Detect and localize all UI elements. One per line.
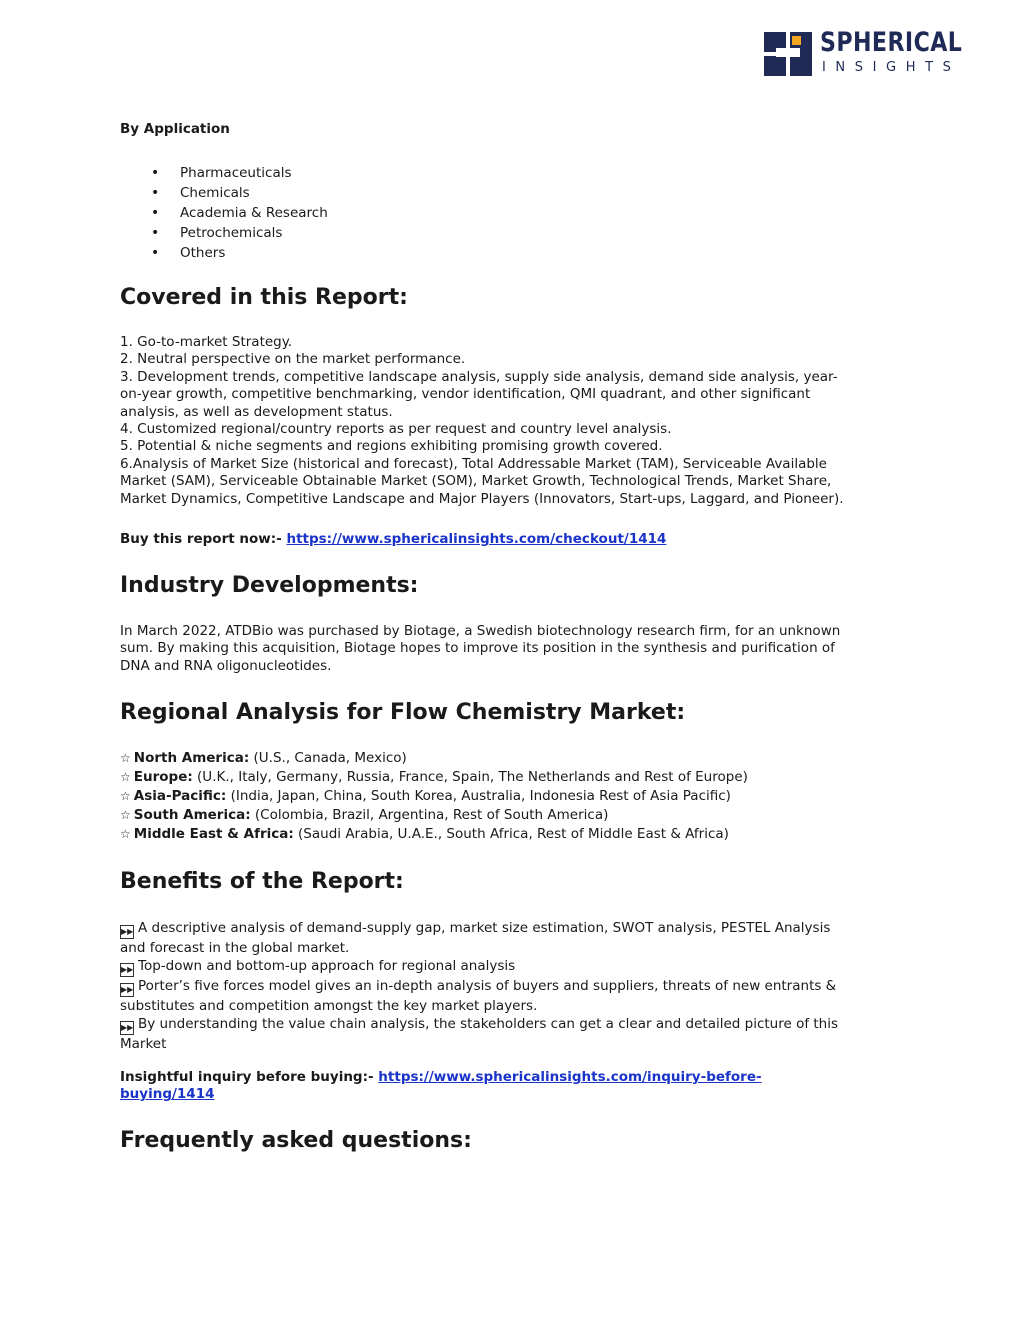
covered-text [120,334,910,508]
covered-line: 5. Potential & niche segments and regions exhibiting promising growth covered. [120,438,663,455]
bullet-icon: • [151,245,160,261]
covered-line: Market (SAM), Serviceable Obtainable Market (SOM), Market Growth, Technological Trends, Market Share, [120,473,832,490]
benefit-line: ▶▶ Porter’s five forces model gives an in-depth analysis of buyers and suppliers, threats of new entrants & [120,977,910,997]
list-item [120,749,910,768]
benefit-line: ▶▶ Top-down and bottom-up approach for regional analysis [120,957,910,977]
fast-forward-icon: ▶▶ [120,1021,134,1035]
fast-forward-icon: ▶▶ [120,963,134,977]
regional-list [120,749,910,844]
faq-heading: Frequently asked questions: [120,1128,472,1153]
list-item: • Academia & Research [151,205,328,221]
buy-report-line [120,531,910,548]
regional-analysis-heading: Regional Analysis for Flow Chemistry Market: [120,700,686,725]
star-icon: ☆ [120,751,131,765]
bullet-icon: • [151,165,160,181]
inquiry-line [120,1069,910,1104]
industry-developments-heading: Industry Developments: [120,573,419,598]
list-item: • Pharmaceuticals [151,165,292,181]
industry-line: sum. By making this acquisition, Biotage hopes to improve its position in the synthesis and purification of [120,640,835,657]
star-icon: ☆ [120,827,131,841]
covered-line: 3. Development trends, competitive landscape analysis, supply side analysis, demand side analysis, year- [120,368,838,385]
industry-developments-text [120,623,910,675]
bullet-icon: • [151,225,160,241]
covered-line: 1. Go-to-market Strategy. [120,334,293,350]
bullet-icon: • [151,205,160,221]
benefit-line: substitutes and competition amongst the key market players. [120,998,538,1015]
benefit-line: and forecast in the global market. [120,940,350,956]
bullet-icon: • [151,185,160,201]
covered-line: 4. Customized regional/country reports as per request and country level analysis. [120,421,672,438]
spherical-insights-logo-mark-icon [764,32,812,76]
region-countries: (Colombia, Brazil, Argentina, Rest of South America) [250,807,609,823]
industry-line: DNA and RNA oligonucleotides. [120,657,332,674]
region-name: South America: [133,807,251,823]
inquiry-label: Insightful inquiry before buying:- [120,1069,379,1085]
covered-heading: Covered in this Report: [120,285,408,310]
region-name: Europe: [133,769,193,785]
benefit-line: ▶▶ By understanding the value chain analysis, the stakeholders can get a clear and detailed picture of this [120,1015,910,1035]
region-countries: (U.S., Canada, Mexico) [249,750,407,766]
region-name: Middle East & Africa: [133,826,294,842]
list-item: • Petrochemicals [151,225,283,241]
list-item [120,787,910,806]
application-list [120,163,328,263]
star-icon: ☆ [120,789,131,803]
region-name: Asia-Pacific: [133,788,227,804]
benefit-line: Market [120,1036,167,1053]
industry-line: In March 2022, ATDBio was purchased by Biotage, a Swedish biotechnology research firm, for an unknown [120,623,841,639]
fast-forward-icon: ▶▶ [120,983,134,997]
covered-line: analysis, as well as development status. [120,403,393,420]
covered-line: Market Dynamics, Competitive Landscape and Major Players (Innovators, Start-ups, Laggard, and Pioneer). [120,490,844,507]
region-countries: (U.K., Italy, Germany, Russia, France, Spain, The Netherlands and Rest of Europe) [192,769,748,785]
checkout-link[interactable]: https://www.sphericalinsights.com/checkout/1414 [286,531,667,547]
buy-report-label: Buy this report now:- [120,531,287,547]
list-item [120,825,910,844]
inquiry-link[interactable]: https://www.sphericalinsights.com/inquiry-before- [378,1069,762,1085]
benefits-text [120,919,910,1054]
logo-wordmark-top: SPHERICAL [820,27,963,58]
company-logo [764,27,979,80]
list-item [120,806,910,825]
star-icon: ☆ [120,808,131,822]
logo-wordmark-bottom: INSIGHTS [822,60,961,75]
covered-line: on-year growth, competitive benchmarking, vendor identification, QMI quadrant, and other significant [120,386,811,403]
region-countries: (India, Japan, China, South Korea, Australia, Indonesia Rest of Asia Pacific) [226,788,731,804]
covered-line: 6.Analysis of Market Size (historical and forecast), Total Addressable Market (TAM), Serviceable Available [120,455,827,472]
region-name: North America: [133,750,250,766]
inquiry-link-continued[interactable]: buying/1414 [120,1086,215,1103]
benefit-line: ▶▶ A descriptive analysis of demand-supply gap, market size estimation, SWOT analysis, PESTEL Analysis [120,919,910,939]
by-application-heading: By Application [120,121,230,137]
list-item: • Others [151,245,226,261]
covered-line: 2. Neutral perspective on the market performance. [120,351,466,368]
list-item [120,768,910,787]
star-icon: ☆ [120,770,131,784]
benefits-heading: Benefits of the Report: [120,869,404,894]
list-item: • Chemicals [151,185,250,201]
fast-forward-icon: ▶▶ [120,925,134,939]
region-countries: (Saudi Arabia, U.A.E., South Africa, Rest of Middle East & Africa) [293,826,729,842]
